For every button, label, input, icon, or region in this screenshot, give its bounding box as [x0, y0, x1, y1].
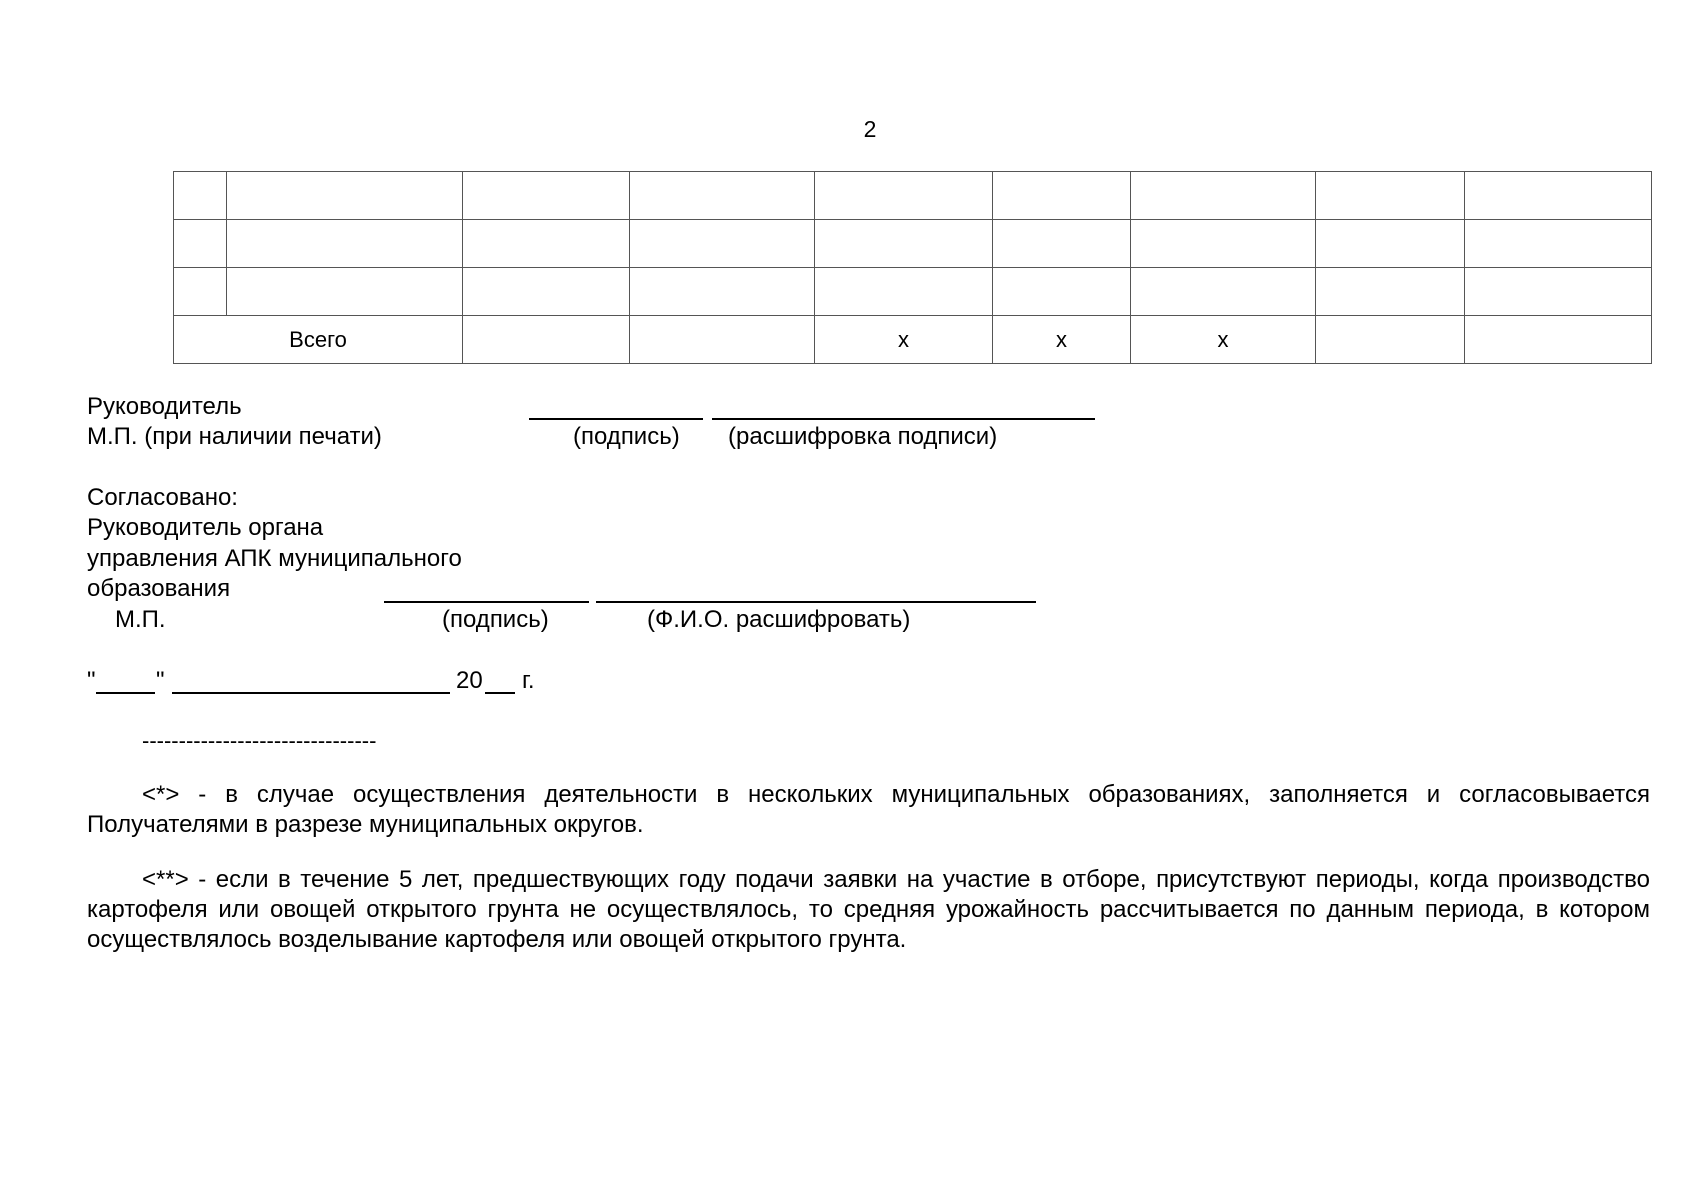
seal-label: М.П. (при наличии печати) — [87, 423, 382, 450]
table-cell — [1465, 268, 1652, 316]
table-cell — [815, 268, 993, 316]
total-mark: x — [1131, 316, 1316, 364]
date-quote-open: " — [87, 667, 96, 694]
table-cell — [463, 172, 630, 220]
signature-line — [529, 418, 703, 420]
table-cell — [463, 316, 630, 364]
table-cell — [463, 268, 630, 316]
head-label: Руководитель — [87, 393, 242, 420]
table-row — [174, 220, 1652, 268]
footnote-1: <*> - в случае осуществления деятельности в нескольких муниципальных образованиях, заполняется и согласовывается Получателями в разрезе муниципальных округов. — [87, 781, 1650, 838]
table-total-row — [174, 316, 1652, 364]
table-cell — [1316, 316, 1465, 364]
table-cell — [630, 316, 815, 364]
table-cell — [630, 172, 815, 220]
table-cell — [630, 220, 815, 268]
footnote-2: <**> - если в течение 5 лет, предшествующих году подачи заявки на участие в отборе, присутствуют периоды, когда производство картофеля или овощей открытого грунта не осуществлялось, то средняя урожайность рассчитывается по данным периода, в котором осуществлялось возделывание картофеля или овощей открытого грунта. — [87, 866, 1650, 953]
page-number: 2 — [863, 116, 877, 142]
date-year-suffix: г. — [522, 667, 535, 694]
table-cell — [1131, 220, 1316, 268]
approval-signature-line — [384, 601, 589, 603]
table-cell — [993, 268, 1131, 316]
table-cell — [227, 172, 463, 220]
table-cell — [1316, 268, 1465, 316]
table-cell — [1465, 316, 1652, 364]
agreed-label: Согласовано: — [87, 484, 238, 511]
approval-line-2: управления АПК муниципального — [87, 545, 462, 572]
table-cell — [463, 220, 630, 268]
decoding-caption: (расшифровка подписи) — [728, 423, 998, 450]
date-day-line — [96, 692, 155, 694]
date-year-line — [485, 692, 515, 694]
table-row — [174, 172, 1652, 220]
footnote-separator: -------------------------------- — [142, 728, 377, 753]
approval-name-caption: (Ф.И.О. расшифровать) — [647, 606, 911, 633]
approval-line-1: Руководитель органа — [87, 514, 324, 541]
table-cell — [993, 220, 1131, 268]
table-cell — [1316, 172, 1465, 220]
total-mark: x — [815, 316, 993, 364]
table-cell — [1465, 220, 1652, 268]
date-quote-close: " — [156, 667, 165, 694]
table-cell — [1131, 268, 1316, 316]
table-cell — [227, 220, 463, 268]
table-cell — [174, 268, 227, 316]
table-cell — [815, 172, 993, 220]
table-cell — [227, 268, 463, 316]
table-cell — [1316, 220, 1465, 268]
total-mark: x — [993, 316, 1131, 364]
table-cell — [993, 172, 1131, 220]
approval-signature-caption: (подпись) — [442, 606, 549, 633]
table-cell — [630, 268, 815, 316]
table-cell — [1465, 172, 1652, 220]
table-cell — [815, 220, 993, 268]
data-table — [173, 171, 1652, 364]
table-cell — [174, 220, 227, 268]
approval-line-3: образования — [87, 575, 231, 602]
table-cell — [1131, 172, 1316, 220]
date-month-line — [172, 692, 450, 694]
date-year-prefix: 20 — [456, 667, 483, 694]
approval-name-line — [596, 601, 1036, 603]
total-label: Всего — [174, 316, 463, 364]
decoding-line — [712, 418, 1095, 420]
approval-seal-label: М.П. — [115, 606, 166, 633]
table-cell — [174, 172, 227, 220]
table-row — [174, 268, 1652, 316]
signature-caption: (подпись) — [573, 423, 680, 450]
